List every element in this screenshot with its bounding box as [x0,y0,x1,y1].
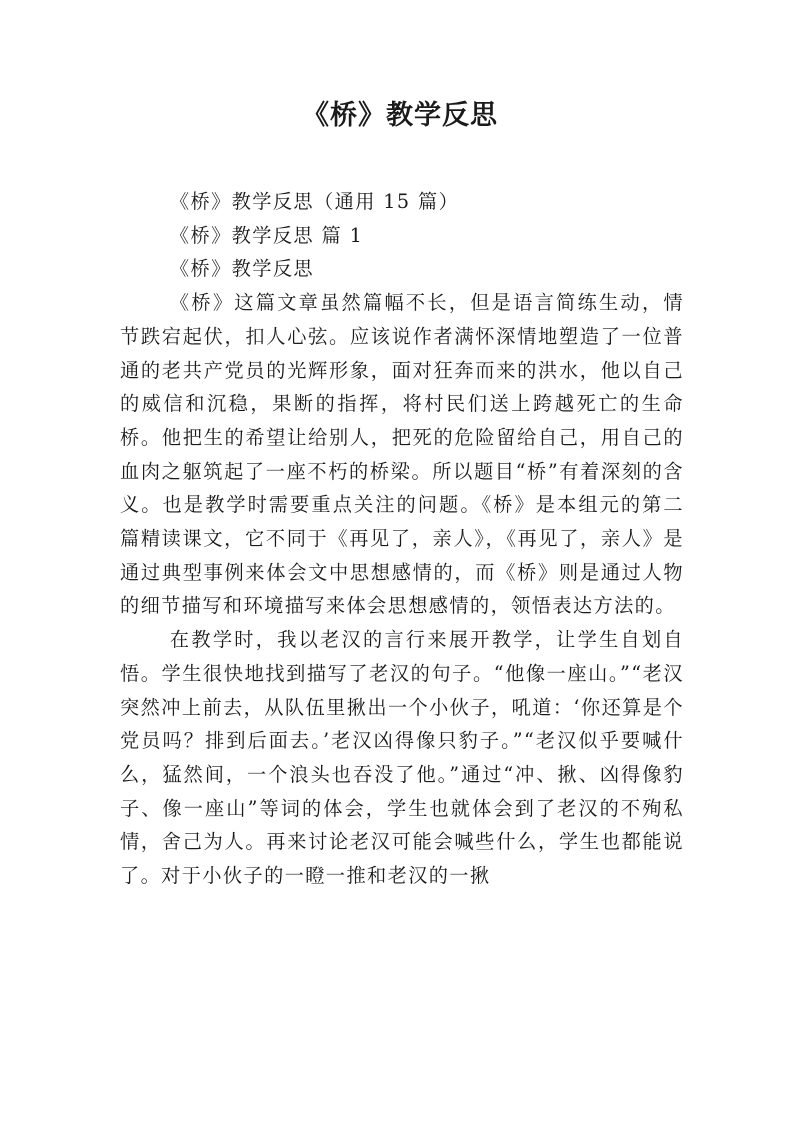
body-paragraph: 在教学时，我以老汉的言行来展开教学，让学生自划自悟。学生很快地找到描写了老汉的句子。“他像一座山。”“老汉突然冲上前去，从队伍里揪出一个小伙子，吼道：‘你还算是个党员吗？排到后面去。’老汉凶得像只豹子。”“老汉似乎要喊什么，猛然间，一个浪头也吞没了他。”通过“冲、揪、凶得像豹子、像一座山”等词的体会，学生也就体会到了老汉的不殉私情，舍己为人。再来讨论老汉可能会喊些什么，学生也都能说了。对于小伙子的一瞪一推和老汉的一揪 [120,628,684,888]
body-paragraph: 《桥》这篇文章虽然篇幅不长，但是语言简练生动，情节跌宕起伏，扣人心弦。应该说作者满怀深情地塑造了一位普通的老共产党员的光辉形象，面对狂奔而来的洪水，他以自己的威信和沉稳，果断的指挥，将村民们送上跨越死亡的生命桥。他把生的希望让给别人，把死的危险留给自己，用自己的血肉之躯筑起了一座不朽的桥梁。所以题目“桥”有着深刻的含义。也是教学时需要重点关注的问题。《桥》是本组元的第二篇精读课文，它不同于《再见了，亲人》，《再见了，亲人》是通过典型事例来体会文中思想感情的，而《桥》则是通过人物的细节描写和环境描写来体会思想感情的，领悟表达方法的。 [120,291,684,618]
document-title: 《桥》教学反思 [302,100,498,131]
section-heading: 《桥》教学反思 篇 1 [169,223,364,247]
collection-heading: 《桥》教学反思（通用 15 篇） [169,190,460,213]
document-body [120,185,684,893]
article-heading: 《桥》教学反思 [169,257,315,281]
